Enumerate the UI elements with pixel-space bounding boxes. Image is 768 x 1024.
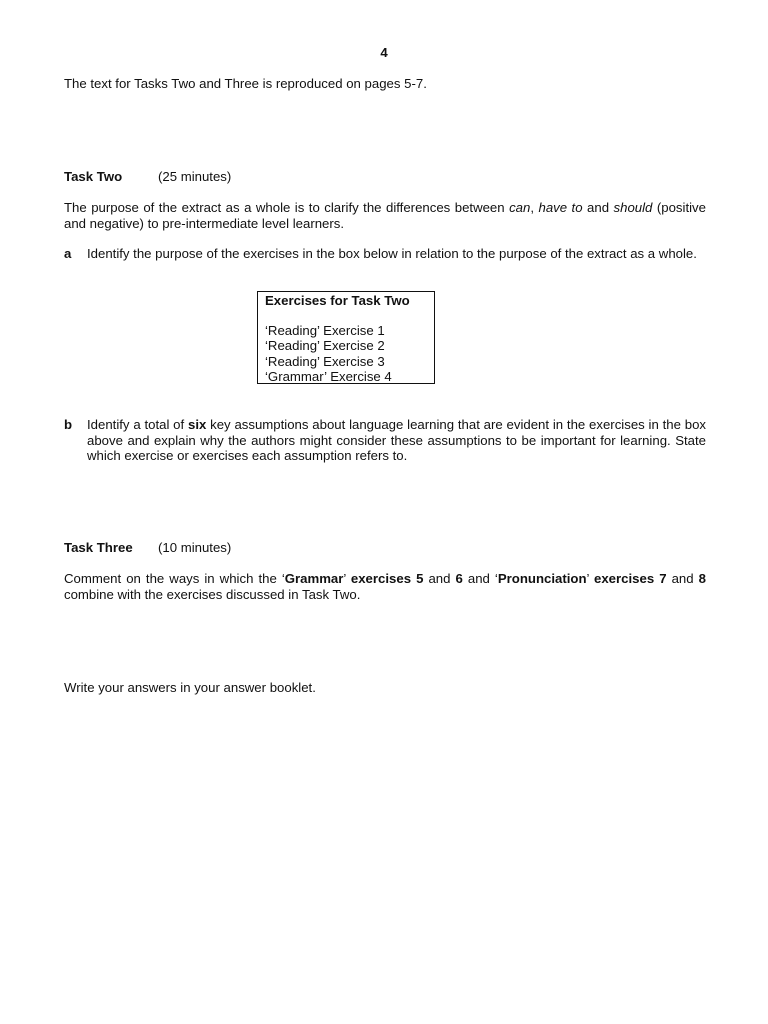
comment-text-6: and [666,571,699,586]
purpose-should: should [613,200,653,215]
task-two-title: Task Two [64,169,123,184]
purpose-text-2: , [530,200,539,215]
purpose-can: can [509,200,531,215]
comment-text-1: Comment on the ways in which the ‘ [64,571,285,586]
exercises-box-item: ‘Grammar’ Exercise 4 [265,369,392,384]
task-three-comment [64,571,706,602]
comment-exercises-5: exercises 5 [350,571,424,586]
task-three-title: Task Three [64,540,133,555]
task-three-heading [64,540,231,556]
purpose-text-3: and [582,200,614,215]
item-b-text-1: Identify a total of [87,417,188,432]
page-number: 4 [380,45,388,60]
exercises-box-item: ‘Reading’ Exercise 1 [265,323,385,338]
intro-text: The text for Tasks Two and Three is reproduced on pages 5-7. [64,76,427,91]
exercises-box-title: Exercises for Task Two [265,293,410,308]
closing-instruction: Write your answers in your answer booklet. [64,680,316,695]
task-three-time: (10 minutes) [158,540,232,555]
comment-pronunciation: Pronunciation [497,571,587,586]
comment-text-3: and [423,571,456,586]
comment-text-7: combine with the exercises discussed in Task Two. [64,586,361,602]
item-b-six: six [187,417,207,432]
comment-text-5: ’ [586,571,595,586]
purpose-text-4: (positive and negative) to pre-intermediate level learners. [64,200,706,231]
purpose-have-to: have to [538,200,583,215]
comment-exercises-7: exercises 7 [594,571,667,586]
comment-six: 6 [455,571,463,586]
item-a-label: a [64,246,72,261]
task-two-time: (25 minutes) [158,169,232,184]
comment-grammar: Grammar [284,571,344,586]
exercises-box-item: ‘Reading’ Exercise 3 [265,354,385,369]
item-b-text-2: key assumptions about language learning that are evident in the exercises in the box above and explain why the authors might consider these assumptions to be important for learning. State which exercise or exercises each assumption refers to. [87,417,707,463]
item-a-text: Identify the purpose of the exercises in the box below in relation to the purpose of the extract as a whole. [87,246,697,261]
exercises-box-item: ‘Reading’ Exercise 2 [265,338,385,353]
item-b-text [87,417,706,464]
item-b-label: b [64,417,73,432]
comment-text-4: and ‘ [462,571,498,586]
exercises-box [257,291,435,384]
task-two-purpose [64,200,706,231]
purpose-text-1: The purpose of the extract as a whole is to clarify the differences between [64,200,510,215]
task-two-heading [64,169,231,185]
comment-eight: 8 [698,571,706,586]
comment-text-2: ’ [343,571,351,586]
